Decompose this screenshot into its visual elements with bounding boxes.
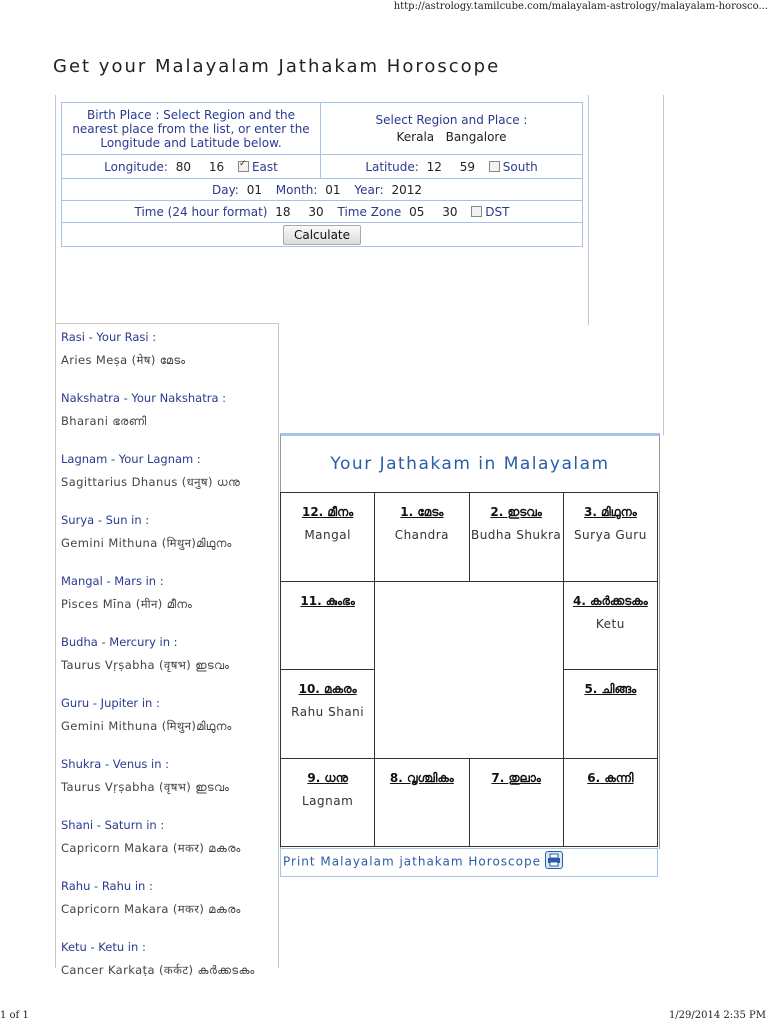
house-name: 1. മേടം — [400, 505, 444, 519]
result-sign: Capricorn Makara (मकर) മകരം — [61, 841, 241, 855]
dst-checkbox[interactable] — [471, 206, 482, 217]
result-sign: Sagittarius Dhanus (धनुष) ധനു — [61, 475, 241, 489]
planet-positions-list — [61, 327, 275, 998]
house-planets: Lagnam — [301, 793, 354, 808]
house-cell-12 — [281, 493, 375, 582]
house-name: 10. മകരം — [298, 682, 357, 696]
result-head: Budha - Mercury in : — [61, 635, 178, 649]
east-checkbox[interactable] — [238, 161, 249, 172]
latitude-label: Latitude: — [365, 159, 419, 174]
frame-right-border-top — [588, 95, 589, 325]
house-name: 12. മീനം — [301, 505, 354, 519]
result-sign: Taurus Vṛṣabha (वृषभ) ഇടവം — [61, 658, 230, 672]
house-planets: Chandra — [394, 528, 450, 542]
house-cell-2 — [469, 493, 563, 582]
time-label: Time (24 hour format) — [134, 204, 268, 219]
result-head: Shukra - Venus in : — [61, 757, 170, 771]
result-head: Surya - Sun in : — [61, 513, 150, 527]
result-head: Mangal - Mars in : — [61, 574, 164, 588]
house-name: 2. ഇടവം — [490, 505, 542, 519]
result-sign: Gemini Mithuna (मिथुन)മിഥുനം — [61, 536, 232, 550]
latitude-cell — [321, 155, 583, 179]
house-name: 8. വൃശ്ചികം — [389, 770, 454, 785]
frame-right-border — [663, 95, 664, 435]
house-name: 3. മിഥുനം — [583, 505, 637, 519]
result-head: Ketu - Ketu in : — [61, 940, 146, 954]
result-rasi — [61, 330, 275, 388]
rasi-chart-grid — [280, 492, 658, 847]
result-sign: Cancer Karkaṭa (कर्कट) കർക്കടകം — [61, 963, 255, 977]
result-shani — [61, 818, 275, 876]
result-nakshatra — [61, 391, 275, 449]
result-sign: Taurus Vṛṣabha (वृषभ) ഇടവം — [61, 780, 230, 794]
house-cell-8 — [375, 758, 469, 847]
result-sign: Pisces Mīna (मीन) മീനം — [61, 597, 193, 611]
south-checkbox[interactable] — [489, 161, 500, 172]
time-min-select[interactable]: 30 — [308, 204, 324, 219]
day-select[interactable]: 01 — [246, 182, 262, 197]
tz-min-select[interactable]: 30 — [442, 204, 458, 219]
region-select[interactable]: Kerala — [396, 130, 435, 144]
house-planets: Mangal — [304, 528, 351, 542]
longitude-cell — [62, 155, 321, 179]
print-horoscope-link[interactable] — [280, 848, 658, 877]
house-name: 4. കർക്കടകം — [572, 593, 648, 608]
house-cell-10 — [281, 670, 375, 759]
result-sign: Bharani ഭരണി — [61, 414, 147, 428]
region-place-cell — [321, 103, 583, 155]
result-sign: Aries Meṣa (मेष) മേടം — [61, 353, 186, 367]
year-select[interactable]: 2012 — [391, 182, 423, 197]
house-planets: Budha Shukra — [470, 528, 562, 542]
chart-title: Your Jathakam in Malayalam — [330, 454, 610, 474]
result-guru — [61, 696, 275, 754]
house-cell-11 — [281, 581, 375, 670]
frame-left-border — [55, 95, 56, 325]
house-cell-6 — [563, 758, 657, 847]
house-cell-5 — [563, 670, 657, 759]
result-lagnam — [61, 452, 275, 510]
result-mangal — [61, 574, 275, 632]
birth-details-form — [61, 102, 583, 247]
results-left-border — [55, 323, 56, 968]
page-url: http://astrology.tamilcube.com/malayalam-astrology/malayalam-horosco... — [393, 1, 768, 12]
results-right-border — [278, 323, 279, 968]
result-head: Lagnam - Your Lagnam : — [61, 452, 201, 466]
birth-place-text: Birth Place : Select Region and the nearest place from the list, or enter the Longitude and Latitude below. — [72, 107, 310, 150]
print-datetime: 1/29/2014 2:35 PM — [668, 1010, 766, 1021]
select-region-label: Select Region and Place : — [375, 113, 528, 127]
latitude-deg-input[interactable]: 12 — [426, 159, 442, 174]
house-planets: Surya Guru — [573, 528, 647, 542]
calculate-cell — [62, 223, 583, 247]
month-label: Month: — [275, 182, 318, 197]
calculate-button[interactable]: Calculate — [283, 225, 361, 245]
result-head: Guru - Jupiter in : — [61, 696, 160, 710]
house-name: 7. തുലാം — [491, 770, 541, 785]
longitude-deg-input[interactable]: 80 — [175, 159, 191, 174]
result-head: Shani - Saturn in : — [61, 818, 165, 832]
east-label: East — [251, 159, 278, 174]
result-head: Rahu - Rahu in : — [61, 879, 153, 893]
longitude-min-input[interactable]: 16 — [208, 159, 225, 174]
page-count: 1 of 1 — [0, 1010, 29, 1021]
house-cell-3 — [563, 493, 657, 582]
house-planets: Rahu Shani — [291, 705, 365, 719]
house-planets: Ketu — [595, 616, 625, 631]
timezone-label: Time Zone — [337, 204, 402, 219]
south-label: South — [502, 159, 538, 174]
year-label: Year: — [354, 182, 384, 197]
result-ketu — [61, 940, 275, 998]
result-head: Rasi - Your Rasi : — [61, 330, 157, 344]
result-surya — [61, 513, 275, 571]
printer-icon[interactable] — [545, 851, 563, 869]
tz-hour-select[interactable]: 05 — [409, 204, 425, 219]
time-cell — [62, 201, 583, 223]
day-label: Day: — [211, 182, 239, 197]
chart-center — [375, 581, 564, 758]
house-name: 9. ധനു — [307, 770, 348, 785]
page-title: Get your Malayalam Jathakam Horoscope — [53, 56, 501, 77]
place-select[interactable]: Bangalore — [445, 130, 507, 144]
month-select[interactable]: 01 — [325, 182, 341, 197]
house-cell-1 — [375, 493, 469, 582]
dst-label: DST — [485, 204, 510, 219]
result-budha — [61, 635, 275, 693]
house-name: 11. കുംഭം — [300, 593, 355, 608]
house-cell-9 — [281, 758, 375, 847]
result-shukra — [61, 757, 275, 815]
result-rahu — [61, 879, 275, 937]
frame-divider — [55, 323, 278, 324]
result-head: Nakshatra - Your Nakshatra : — [61, 391, 227, 405]
date-cell — [62, 179, 583, 201]
result-sign: Gemini Mithuna (मिथुन)മിഥുനം — [61, 719, 232, 733]
house-name: 5. ചിങ്ങം — [584, 682, 637, 696]
time-hour-select[interactable]: 18 — [275, 204, 291, 219]
result-sign: Capricorn Makara (मकर) മകരം — [61, 902, 241, 916]
house-cell-7 — [469, 758, 563, 847]
print-label: Print Malayalam jathakam Horoscope — [283, 854, 541, 869]
house-cell-4 — [563, 581, 657, 670]
birth-place-instructions — [62, 103, 321, 155]
longitude-label: Longitude: — [104, 159, 168, 174]
latitude-min-input[interactable]: 59 — [459, 159, 475, 174]
house-name: 6. കന്നി — [587, 770, 634, 785]
